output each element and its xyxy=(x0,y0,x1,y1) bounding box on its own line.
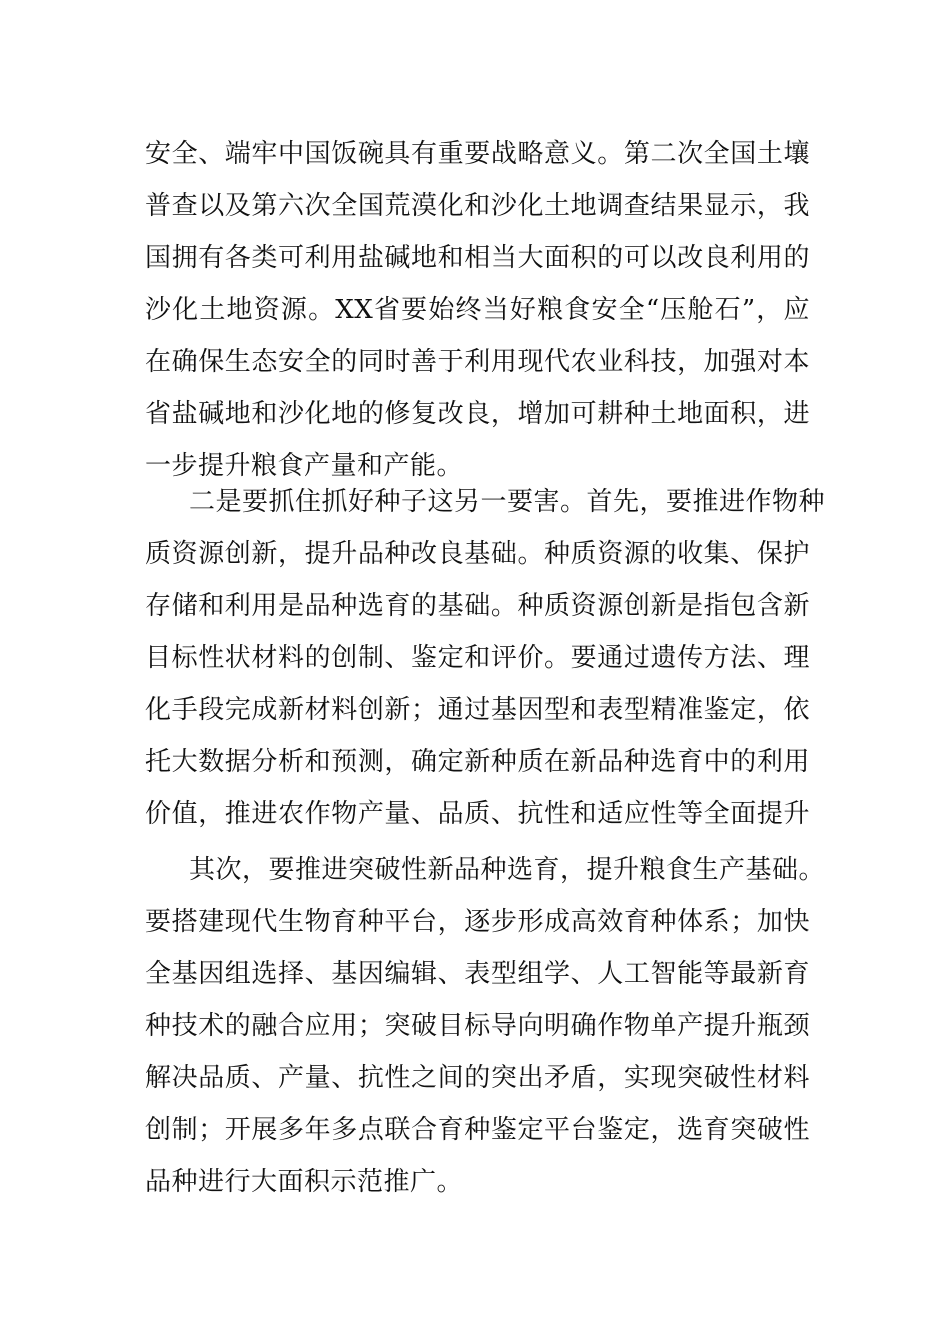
text-line: 质资源创新，提升品种改良基础。种质资源的收集、保护 xyxy=(145,539,810,569)
text-line: 一步提升粮食产量和产能。 xyxy=(145,451,464,481)
text-line: 全基因组选择、基因编辑、表型组学、人工智能等最新育 xyxy=(145,959,810,989)
text-line: 价值，推进农作物产量、品质、抗性和适应性等全面提升 xyxy=(145,799,810,829)
text-line: 要搭建现代生物育种平台，逐步形成高效育种体系；加快 xyxy=(145,907,810,937)
paragraph-breakthrough-varieties xyxy=(145,844,826,1208)
text-line: 种技术的融合应用；突破目标导向明确作物单产提升瓶颈 xyxy=(145,1011,810,1041)
text-line: 二是要抓住抓好种子这另一要害。首先，要推进作物种 xyxy=(189,487,826,517)
text-line: 化手段完成新材料创新；通过基因型和表型精准鉴定，依 xyxy=(145,695,810,725)
text-line: 沙化土地资源。XX省要始终当好粮食安全“压舱石”，应 xyxy=(145,295,810,325)
text-line: 普查以及第六次全国荒漠化和沙化土地调查结果显示，我 xyxy=(145,191,810,221)
text-line: 在确保生态安全的同时善于利用现代农业科技，加强对本 xyxy=(145,347,810,377)
text-line: 目标性状材料的创制、鉴定和评价。要通过遗传方法、理 xyxy=(145,643,810,673)
text-line: 解决品质、产量、抗性之间的突出矛盾，实现突破性材料 xyxy=(145,1063,810,1093)
text-line: 安全、端牢中国饭碗具有重要战略意义。第二次全国土壤 xyxy=(145,139,810,169)
text-line: 省盐碱地和沙化地的修复改良，增加可耕种土地面积，进 xyxy=(145,399,810,429)
paragraph-seed-resources xyxy=(145,476,826,840)
text-line: 国拥有各类可利用盐碱地和相当大面积的可以改良利用的 xyxy=(145,243,810,273)
paragraph-saline-land xyxy=(145,128,810,492)
text-line: 存储和利用是品种选育的基础。种质资源创新是指包含新 xyxy=(145,591,810,621)
text-line: 托大数据分析和预测，确定新种质在新品种选育中的利用 xyxy=(145,747,810,777)
text-line: 品种进行大面积示范推广。 xyxy=(145,1167,464,1197)
text-line: 其次，要推进突破性新品种选育，提升粮食生产基础。 xyxy=(189,855,826,885)
text-line: 创制；开展多年多点联合育种鉴定平台鉴定，选育突破性 xyxy=(145,1115,810,1145)
